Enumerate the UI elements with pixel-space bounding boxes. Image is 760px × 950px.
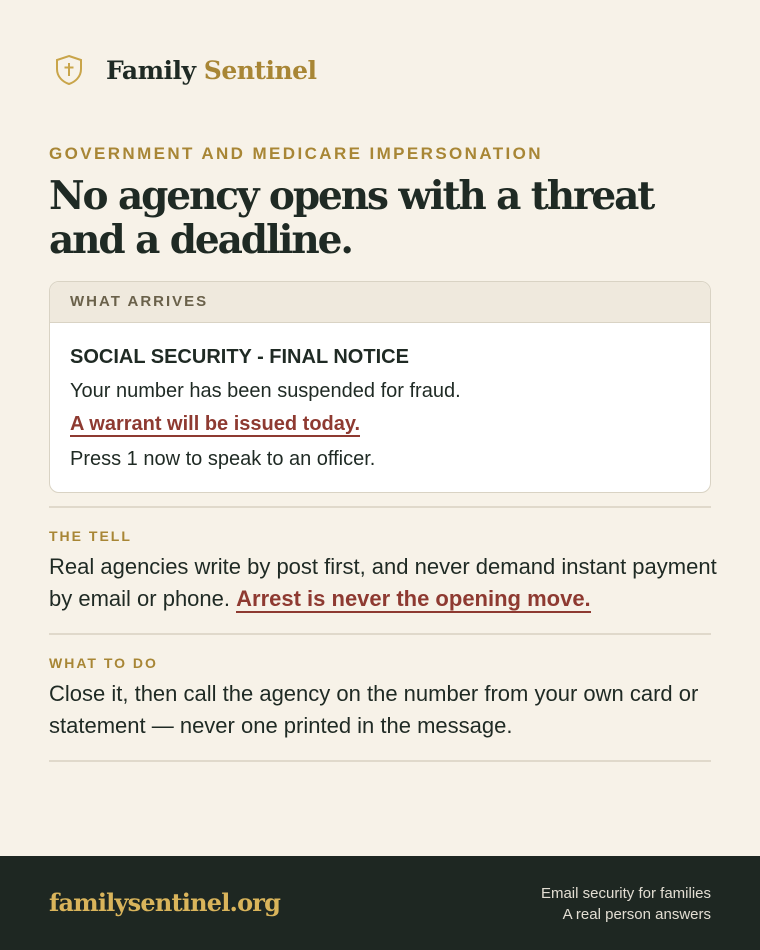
footer-tagline — [541, 883, 711, 925]
card-body — [50, 323, 710, 471]
divider — [49, 633, 711, 635]
divider — [49, 506, 711, 508]
tell-text — [49, 551, 729, 615]
tell-body: Real agencies write by post first, and never demand instant payment by email or phone. — [49, 554, 717, 611]
message-warning: A warrant will be issued today. — [70, 413, 361, 435]
category-kicker: GOVERNMENT AND MEDICARE IMPERSONATION — [49, 144, 543, 163]
footer-tagline-line2: A real person answers — [562, 906, 711, 923]
card-label: WHAT ARRIVES — [50, 282, 710, 323]
message-line-suspended: Your number has been suspended for fraud. — [70, 380, 461, 402]
brand-header — [54, 54, 317, 86]
footer-tagline-line1: Email security for families — [540, 885, 711, 902]
divider — [49, 760, 711, 762]
footer — [0, 856, 760, 950]
page-headline: No agency opens with a threat and a deadline. — [49, 173, 654, 263]
message-line-press: Press 1 now to speak to an officer. — [70, 448, 376, 470]
tell-highlight: Arrest is never the opening move. — [236, 586, 591, 611]
brand-accent: Sentinel — [203, 55, 317, 85]
footer-site-link[interactable]: familysentinel.org — [49, 888, 281, 917]
example-message-card — [49, 281, 711, 493]
brand-primary: Family — [106, 55, 196, 85]
tell-label: THE TELL — [49, 528, 132, 544]
todo-label: WHAT TO DO — [49, 655, 158, 671]
shield-cross-icon — [54, 54, 84, 86]
message-title: SOCIAL SECURITY - FINAL NOTICE — [70, 346, 409, 368]
brand-name — [106, 56, 317, 85]
todo-text: Close it, then call the agency on the number from your own card or statement — never one printed in the message. — [49, 681, 699, 738]
